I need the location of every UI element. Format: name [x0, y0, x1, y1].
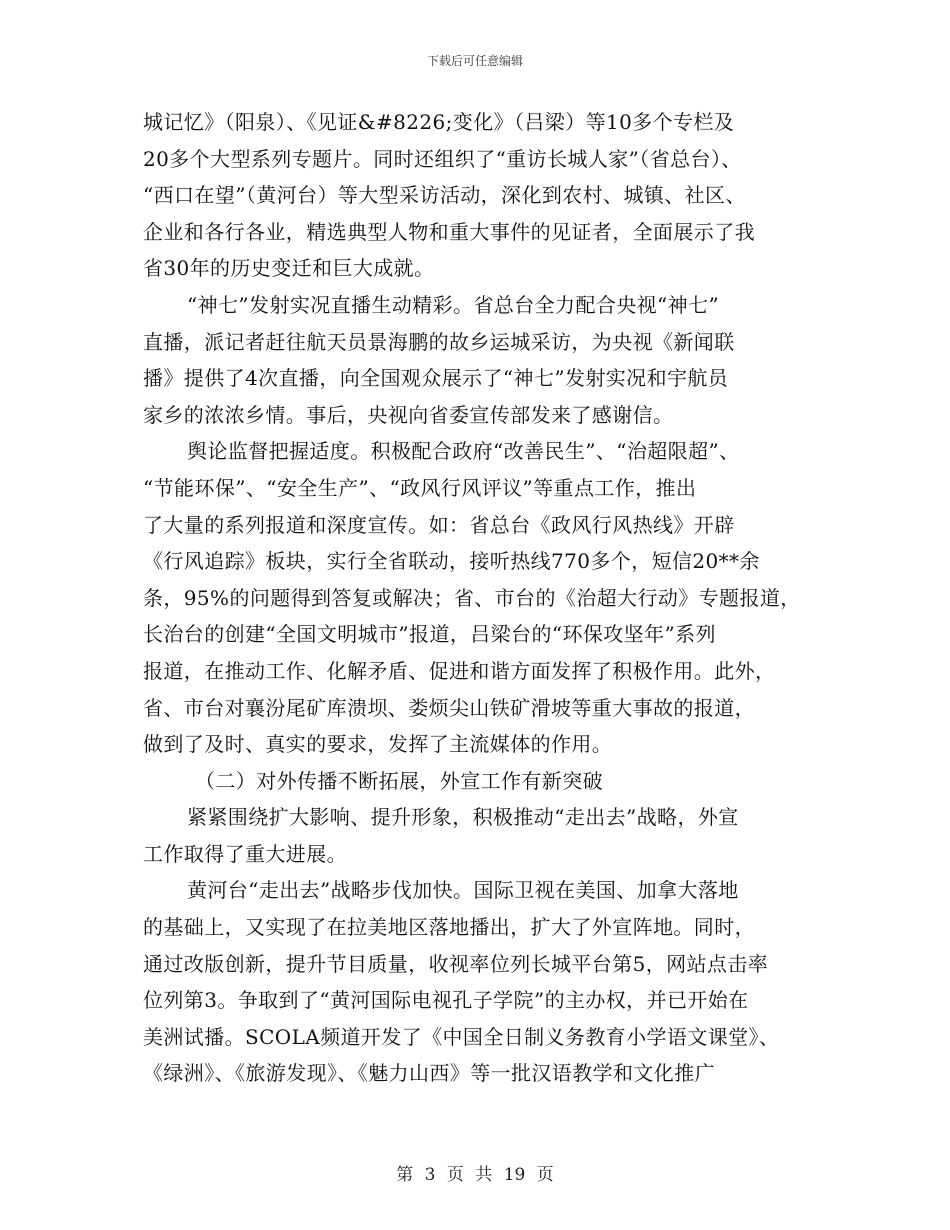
text-line: 通过改版创新，提升节目质量，收视率位列长城平台第5，网站点击率: [143, 951, 769, 976]
paragraph-start: 舆论监督把握适度。积极配合政府“改善民生”、“治超限超”、: [187, 439, 740, 464]
text-line: 《行风追踪》板块，实行全省联动，接听热线770多个，短信20**余: [143, 549, 760, 574]
document-body: [143, 104, 815, 1092]
text-line: 工作取得了重大进展。: [143, 841, 347, 866]
text-line: 长治台的创建“全国文明城市”报道，吕梁台的“环保攻坚年”系列: [143, 622, 716, 647]
paragraph-start: 紧紧围绕扩大影响、提升形象，积极推动“走出去”战略，外宣: [187, 805, 739, 830]
page-header: 下载后可任意编辑: [426, 54, 523, 68]
text-line: “节能环保”、“安全生产”、“政风行风评议”等重点工作，推出: [143, 475, 697, 500]
text-line: 了大量的系列报道和深度宣传。如：省总台《政风行风热线》开辟: [143, 512, 735, 537]
text-line: 条，95%的问题得到答复或解决；省、市台的《治超大行动》专题报道，: [143, 585, 801, 610]
text-line: 美洲试播。SCOLA频道开发了《中国全日制义务教育小学语文课堂》、: [143, 1024, 780, 1049]
text-line: 做到了及时、真实的要求，发挥了主流媒体的作用。: [143, 732, 613, 757]
text-line: 播》提供了4次直播，向全国观众展示了“神七”发射实况和宇航员: [143, 366, 729, 391]
text-line: 位列第3。争取到了“黄河国际电视孔子学院”的主办权，并已开始在: [143, 988, 749, 1013]
section-heading: （二）对外传播不断拓展，外宣工作有新突破: [195, 768, 603, 793]
text-line: “西口在望”（黄河台）等大型采访活动，深化到农村、城镇、社区、: [143, 183, 746, 208]
text-line: 直播，派记者赶往航天员景海鹏的故乡运城采访，为央视《新闻联: [143, 329, 735, 354]
paragraph-start: “神七”发射实况直播生动精彩。省总台全力配合央视“神七”: [187, 292, 720, 317]
text-line: 省、市台对襄汾尾矿库溃坝、娄烦尖山铁矿滑坡等重大事故的报道，: [143, 695, 755, 720]
paragraph-start: 黄河台“走出去”战略步伐加快。国际卫视在美国、加拿大落地: [187, 878, 739, 903]
text-line: 报道，在推动工作、化解矛盾、促进和谐方面发挥了积极作用。此外，: [143, 658, 776, 683]
text-line: 《绿洲》、《旅游发现》、《魅力山西》等一批汉语教学和文化推广: [143, 1061, 715, 1086]
text-line: 省30年的历史变迁和巨大成就。: [143, 256, 435, 281]
text-line: 的基础上，又实现了在拉美地区落地播出，扩大了外宣阵地。同时，: [143, 915, 755, 940]
text-line: 20多个大型系列专题片。同时还组织了“重访长城人家”（省总台）、: [143, 146, 742, 171]
text-line: 企业和各行各业，精选典型人物和重大事件的见证者，全面展示了我: [143, 219, 755, 244]
text-line: 城记忆》（阳泉）、《见证&#8226;变化》（吕梁）等10多个专栏及: [143, 110, 735, 134]
page-footer: 第 3 页 共 19 页: [396, 1165, 554, 1185]
text-line: 家乡的浓浓乡情。事后，央视向省委宣传部发来了感谢信。: [143, 402, 674, 427]
